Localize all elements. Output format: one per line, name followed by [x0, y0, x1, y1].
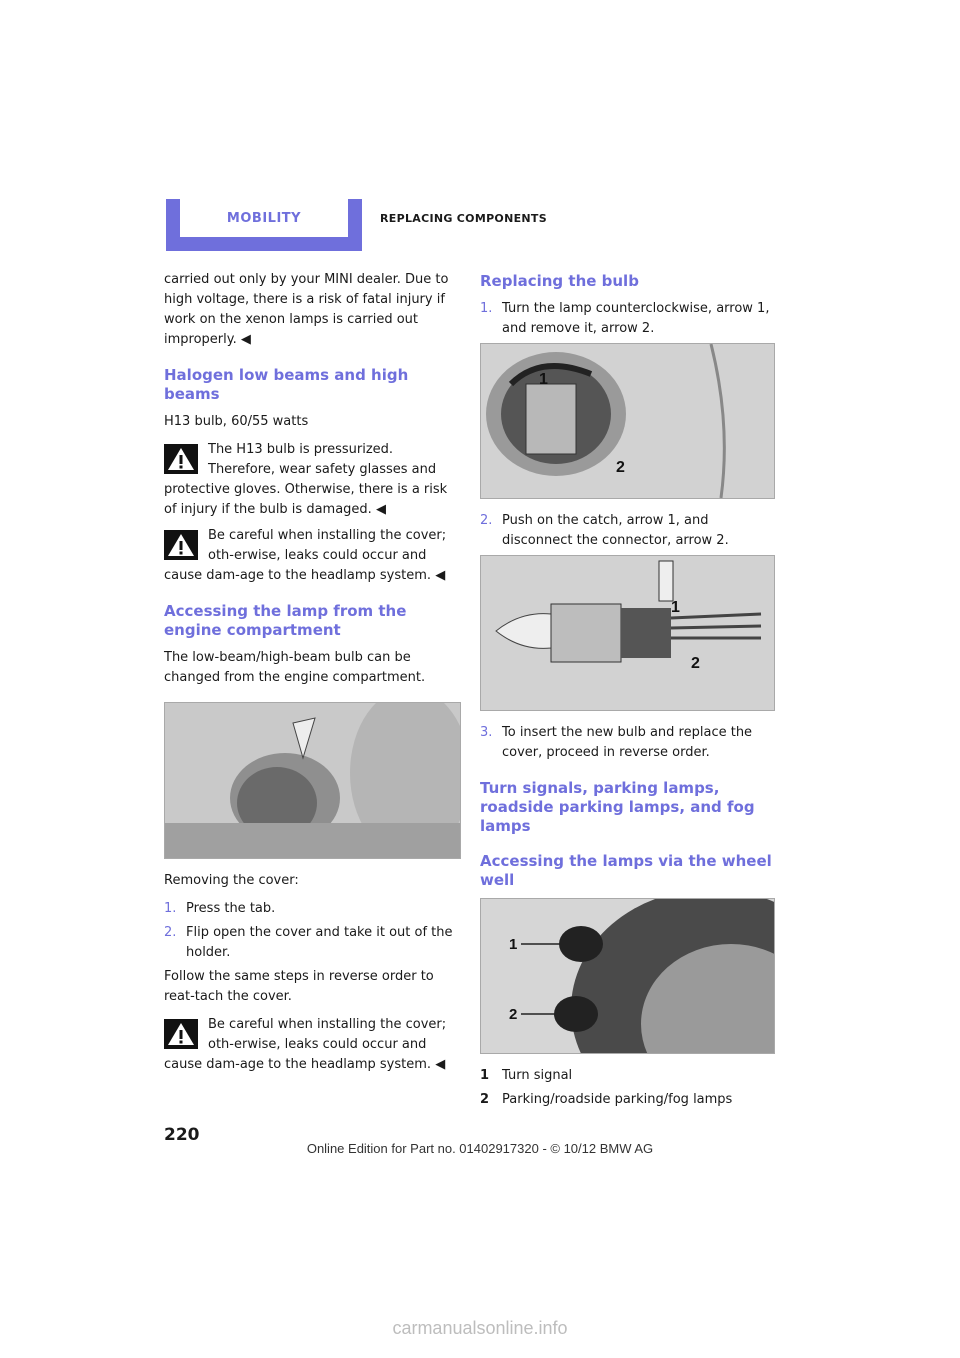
intro-text: carried out only by your MINI dealer. Due to high voltage, there is a risk of fatal injury if work on the xenon lamps is carried out improperly. ◀ [164, 272, 449, 347]
warning-cover-2: Be careful when installing the cover; oth-erwise, leaks could occur and cause dam-age to the headlamp system. ◀ [164, 1017, 447, 1072]
figure-wheel-well [480, 898, 775, 1054]
list-item: 1. Press the tab. [164, 901, 276, 916]
watermark: carmanualsonline.info [392, 1318, 568, 1338]
warning-pressurized: The H13 bulb is pressurized. Therefore, wear safety glasses and protective gloves. Otherwise, there is a risk of injury if the bulb is damaged. ◀ [164, 442, 448, 517]
section-tab-label: MOBILITY [180, 199, 348, 237]
list-item: 2. Push on the catch, arrow 1, and disconnect the connector, arrow 2. [480, 513, 729, 548]
right-column [480, 270, 775, 1114]
figure-label-1: 1 [671, 599, 680, 616]
figure-turn-lamp [480, 343, 775, 499]
heading-turn-signals: Turn signals, parking lamps, roadside parking lamps, and fog lamps [480, 779, 755, 835]
left-column [164, 270, 459, 1081]
list-item: 3. To insert the new bulb and replace the cover, proceed in reverse order. [480, 725, 753, 760]
section-tab [166, 199, 362, 251]
figure-label-1: 1 [539, 371, 548, 388]
warning-icon [164, 444, 198, 474]
figure-label-2: 2 [691, 655, 700, 672]
removing-steps [164, 899, 459, 963]
removing-cover-label: Removing the cover: [164, 873, 299, 888]
list-item: 1. Turn the lamp counterclockwise, arrow 1, and remove it, arrow 2. [480, 301, 770, 336]
page-number: 220 [164, 1125, 200, 1145]
footer-edition: Online Edition for Part no. 01402917320 - © 10/12 BMW AG [306, 1141, 654, 1156]
figure-disconnect-connector [480, 555, 775, 711]
heading-halogen: Halogen low beams and high beams [164, 366, 409, 403]
heading-wheel-well: Accessing the lamps via the wheel well [480, 852, 772, 889]
list-item: 2. Flip open the cover and take it out of the holder. [164, 925, 453, 960]
replace-steps-1 [480, 299, 775, 339]
figure-label-2: 2 [509, 1006, 518, 1023]
bulb-spec: H13 bulb, 60/55 watts [164, 414, 309, 429]
figure-label-2: 2 [616, 459, 625, 476]
replace-steps-2 [480, 511, 775, 551]
warning-cover: Be careful when installing the cover; oth-erwise, leaks could occur and cause dam-age to the headlamp system. ◀ [164, 528, 447, 583]
chapter-title: REPLACING COMPONENTS [380, 212, 547, 225]
warning-icon [164, 530, 198, 560]
legend-item: 1 Turn signal [480, 1068, 573, 1083]
heading-access-engine: Accessing the lamp from the engine compartment [164, 602, 407, 639]
access-text: The low-beam/high-beam bulb can be changed from the engine compartment. [164, 650, 426, 685]
warning-icon [164, 1019, 198, 1049]
replace-steps-3 [480, 723, 775, 763]
heading-replacing-bulb: Replacing the bulb [480, 272, 639, 290]
figure-engine-compartment [164, 702, 461, 859]
figure-label-1: 1 [509, 936, 518, 953]
reverse-order-text: Follow the same steps in reverse order to reat-tach the cover. [164, 969, 434, 1004]
legend-item: 2 Parking/roadside parking/fog lamps [480, 1092, 733, 1107]
